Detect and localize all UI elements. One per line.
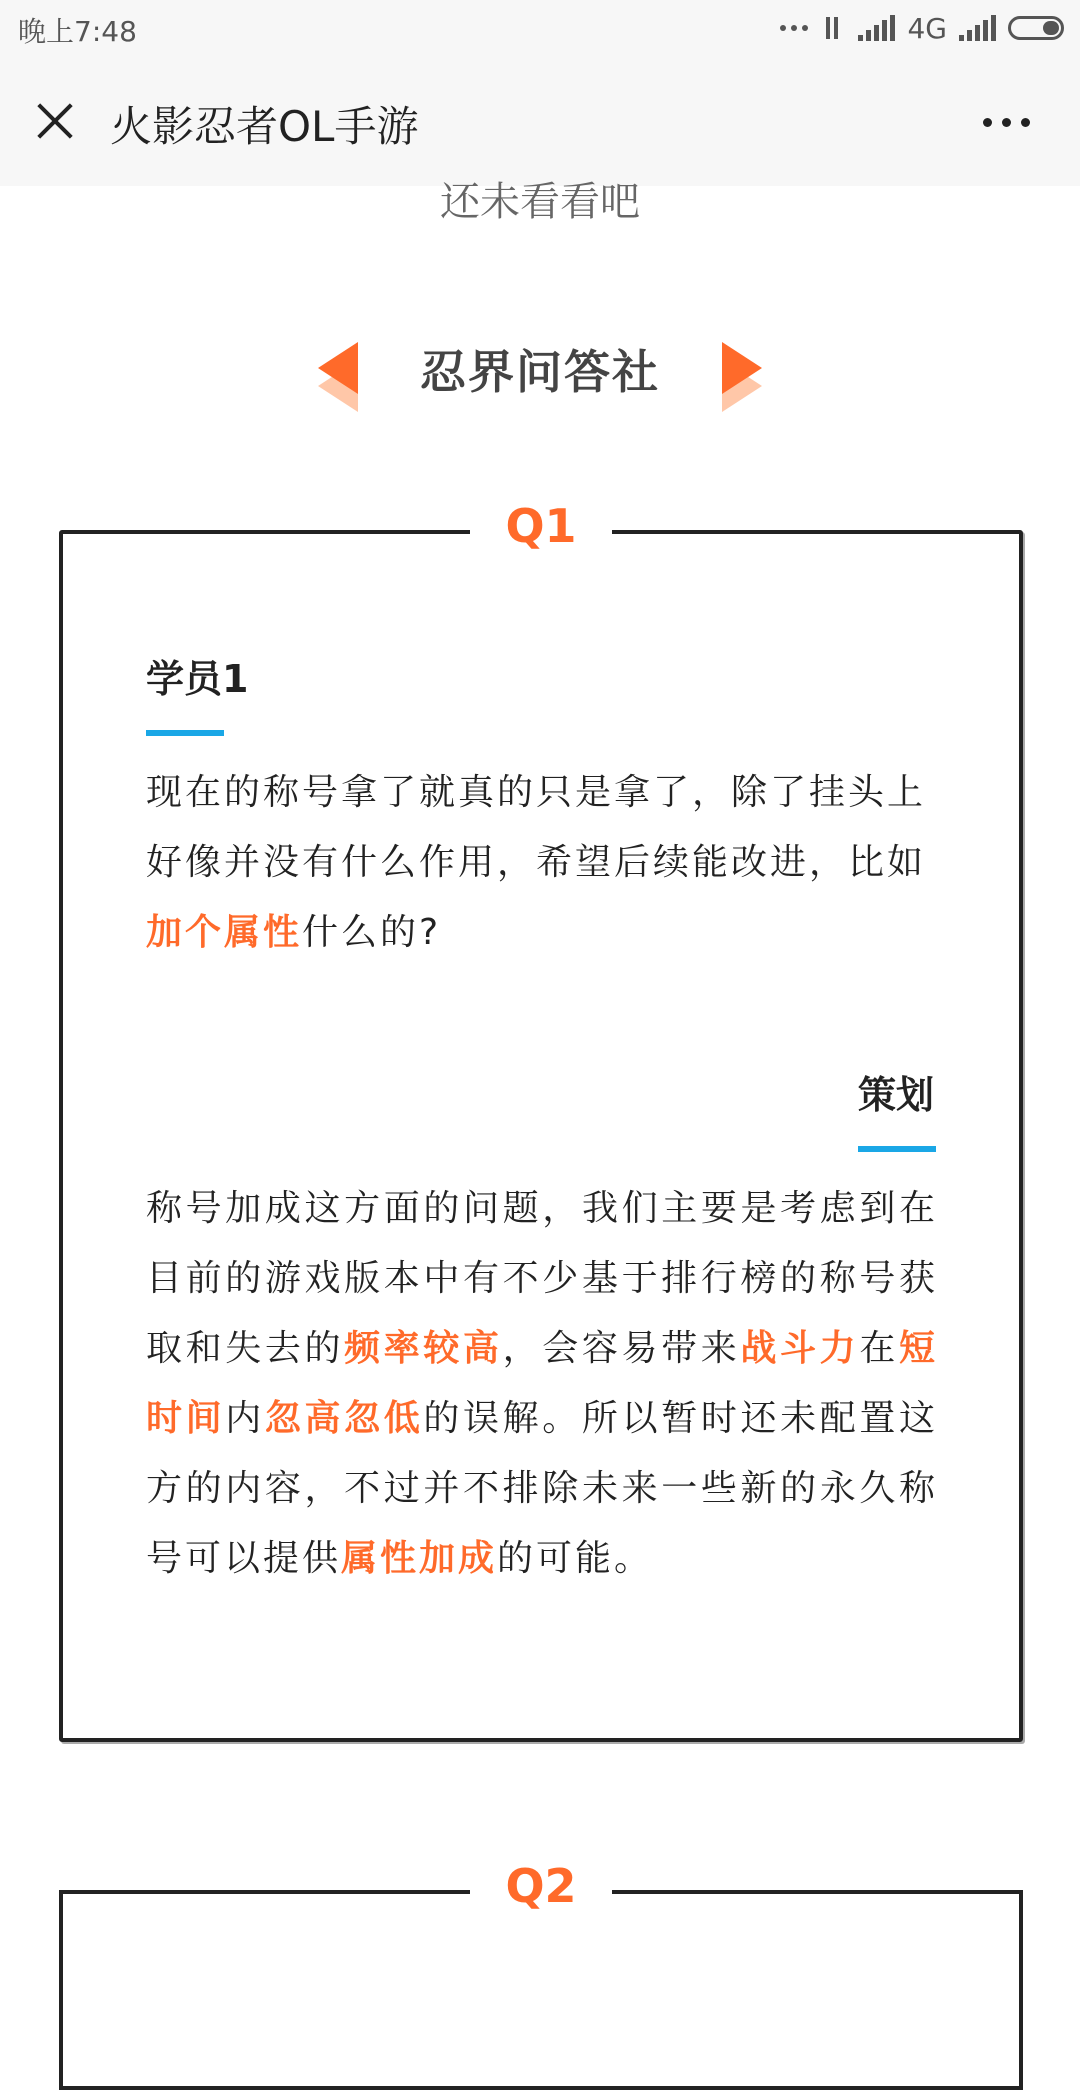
answer-speaker: 策划 <box>857 1073 934 1117</box>
text-segment: ，会容易带来 <box>502 1328 741 1369</box>
question-speaker-underline <box>146 730 224 736</box>
section-title: 忍界问答社 <box>420 345 660 399</box>
highlight-text: 忽高忽低 <box>264 1398 424 1439</box>
arrow-right-icon <box>722 342 762 394</box>
notification-dots-icon <box>780 25 808 31</box>
signal-icon <box>858 15 895 41</box>
text-segment: 内 <box>225 1398 265 1439</box>
page-title: 火影忍者OL手游 <box>110 102 419 151</box>
highlight-text: 短时间 <box>146 1328 938 1439</box>
answer-speaker-underline <box>858 1146 936 1152</box>
scrolled-text: 还未看看吧 <box>440 179 640 225</box>
highlight-text: 属性加成 <box>341 1538 498 1579</box>
status-bar <box>0 0 1080 56</box>
highlight-text: 战斗力 <box>740 1328 860 1369</box>
answer-text <box>146 1174 938 1594</box>
text-segment: 现在的称号拿了就真的只是拿了，除了挂头上好像并没有什么作用，希望后续能改进，比如 <box>146 772 927 883</box>
text-segment: 的误解。所以暂时还未配置这方的内容，不过并不排除未来一些新的永久称号可以提供 <box>146 1398 938 1579</box>
network-type: 4G <box>907 11 947 45</box>
status-icons <box>780 12 1064 44</box>
section-header <box>0 332 1080 412</box>
text-segment: 在 <box>859 1328 899 1369</box>
q1-label: Q1 <box>470 494 612 558</box>
text-segment: 的可能。 <box>497 1538 654 1579</box>
text-segment: 称号加成这方面的问题，我们主要是考虑到在目前的游戏版本中有不少基于排行榜的称号获取和失去的 <box>146 1188 938 1369</box>
signal-icon-2 <box>959 15 996 41</box>
qa-card-q2 <box>59 1890 1023 2090</box>
text-segment: 什么的? <box>302 912 442 953</box>
status-time: 晚上7:48 <box>18 15 137 48</box>
highlight-text: 频率较高 <box>344 1328 503 1369</box>
data-transfer-icon <box>820 15 846 41</box>
close-icon[interactable] <box>28 94 82 148</box>
battery-icon <box>1008 16 1064 40</box>
more-icon[interactable] <box>983 118 1030 127</box>
nav-bar <box>0 56 1080 186</box>
question-speaker: 学员1 <box>146 657 249 701</box>
question-text <box>146 758 938 968</box>
q2-label: Q2 <box>470 1854 612 1918</box>
highlight-text: 加个属性 <box>146 912 303 953</box>
